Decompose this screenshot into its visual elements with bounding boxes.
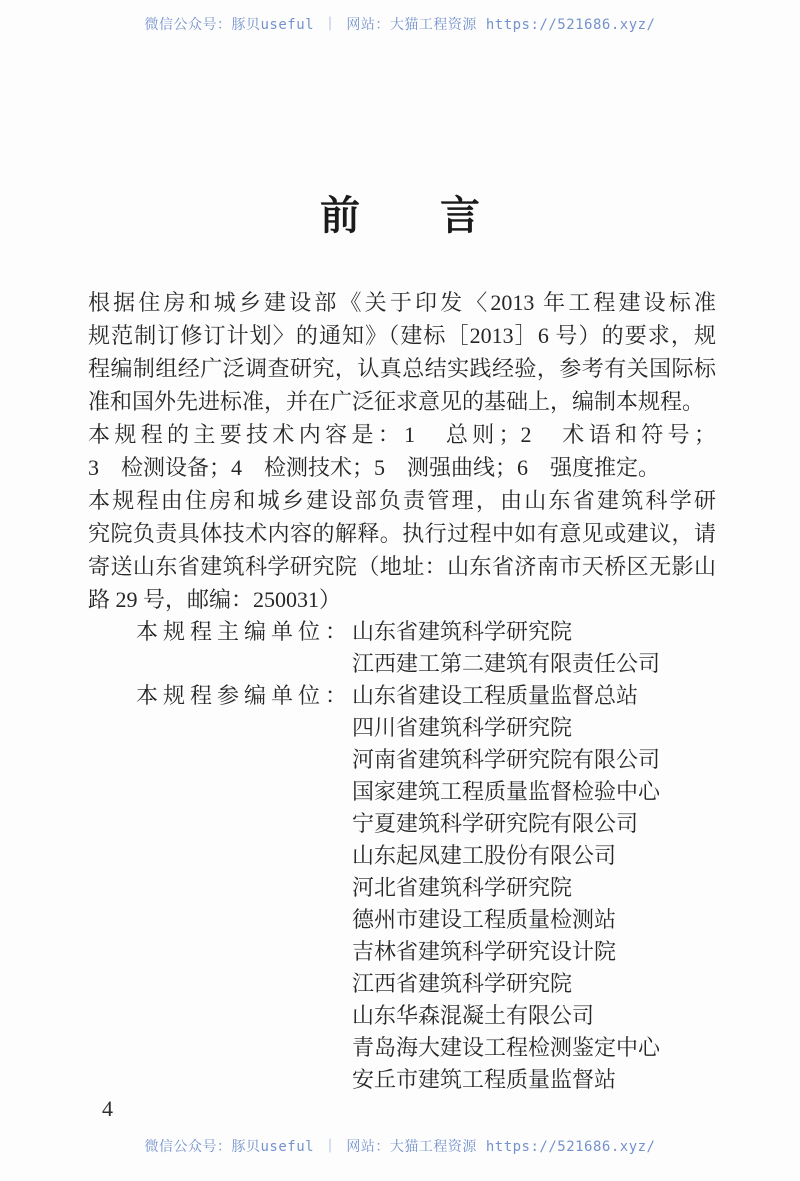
paragraph-lines — [88, 286, 716, 418]
unit-name: 河北省建筑科学研究院 — [352, 875, 573, 900]
participating-editor-units — [352, 680, 660, 1096]
unit-name: 河南省建筑科学研究院有限公司 — [352, 747, 661, 772]
page-number: 4 — [102, 1096, 113, 1121]
watermark-bottom: 微信公众号：豚贝useful ｜ 网站：大猫工程资源 https://521686.xyz/ — [144, 1139, 656, 1155]
unit-name: 安丘市建筑工程质量监督站 — [352, 1067, 617, 1092]
unit-name: 江西建工第二建筑有限责任公司 — [352, 651, 661, 676]
text-line: 路 29 号，邮编：250031） — [88, 587, 342, 612]
chief-editor-label: 本规程主编单位： — [136, 619, 353, 644]
unit-name: 山东华森混凝土有限公司 — [352, 1003, 595, 1028]
unit-name: 青岛海大建设工程检测鉴定中心 — [352, 1035, 661, 1060]
text-line: 本规程的主要技术内容是：1 总则；2 术语和符号； — [88, 422, 716, 447]
unit-name: 德州市建设工程质量检测站 — [352, 907, 617, 932]
text-line: 3 检测设备；4 检测技术；5 测强曲线；6 强度推定。 — [88, 455, 661, 480]
unit-name: 吉林省建筑科学研究设计院 — [352, 939, 617, 964]
text-line: 程编制组经广泛调查研究，认真总结实践经验，参考有关国际标 — [88, 356, 716, 381]
chief-editor-units — [352, 616, 660, 680]
participating-editor-section — [88, 680, 716, 1096]
paragraph-lines — [88, 418, 716, 484]
text-line: 规范制订修订计划〉的通知》（建标［2013］6 号）的要求，规 — [88, 323, 716, 348]
text-line: 根据住房和城乡建设部《关于印发〈2013 年工程建设标准 — [88, 290, 716, 315]
unit-name: 山东省建设工程质量监督总站 — [352, 683, 639, 708]
text-line: 准和国外先进标准，并在广泛征求意见的基础上，编制本规程。 — [88, 389, 705, 414]
paragraph — [88, 418, 716, 484]
page-title: 前 言 — [320, 193, 480, 238]
text-line: 本规程由住房和城乡建设部负责管理，由山东省建筑科学研 — [88, 488, 716, 513]
unit-name: 国家建筑工程质量监督检验中心 — [352, 779, 661, 804]
unit-name: 江西省建筑科学研究院 — [352, 971, 573, 996]
unit-name: 山东省建筑科学研究院 — [352, 619, 573, 644]
chief-editor-section — [88, 616, 716, 680]
text-line: 究院负责具体技术内容的解释。执行过程中如有意见或建议，请 — [88, 521, 716, 546]
unit-name: 山东起凤建工股份有限公司 — [352, 843, 617, 868]
watermark-top: 微信公众号：豚贝useful ｜ 网站：大猫工程资源 https://521686.xyz/ — [144, 17, 656, 33]
paragraph — [88, 484, 716, 616]
unit-name: 宁夏建筑科学研究院有限公司 — [352, 811, 639, 836]
text-line: 寄送山东省建筑科学研究院（地址：山东省济南市天桥区无影山 — [88, 554, 716, 579]
paragraphs — [88, 286, 716, 616]
document-body — [88, 286, 716, 1096]
unit-name: 四川省建筑科学研究院 — [352, 715, 573, 740]
participating-editor-label: 本规程参编单位： — [136, 683, 353, 708]
paragraph-lines — [88, 484, 716, 616]
paragraph — [88, 286, 716, 418]
